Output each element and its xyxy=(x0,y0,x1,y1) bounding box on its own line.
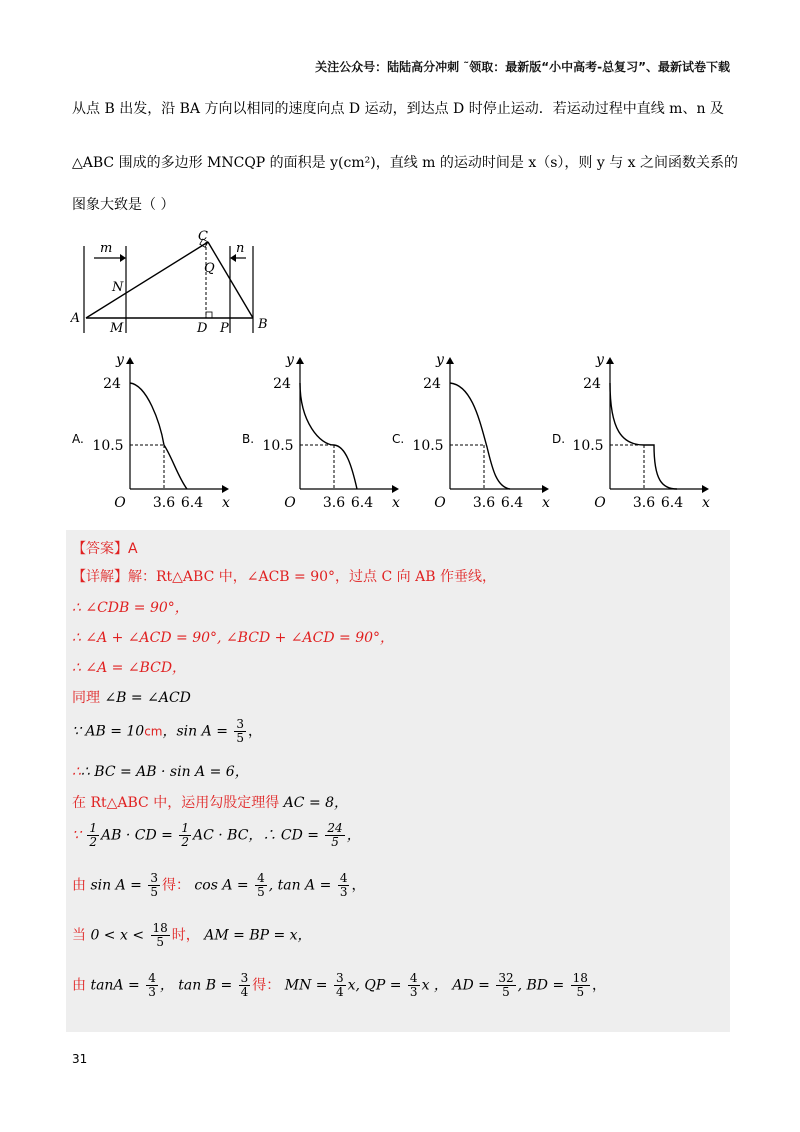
label-P: P xyxy=(220,321,229,336)
label-B: B xyxy=(258,317,268,332)
label-m: m xyxy=(100,241,113,256)
question-line-2: △ABC 围成的多边形 MNCQP 的面积是 y(cm²)，直线 m 的运动时间是 x（s），则 y 与 x 之间函数关系的 xyxy=(72,155,739,171)
origin-label: O xyxy=(284,495,296,511)
tick-label-3-6: 3.6 xyxy=(322,495,346,511)
y-axis-label: y xyxy=(596,352,604,368)
tick-label-3-6: 3.6 xyxy=(152,495,176,511)
detail-s8a: 在 Rt△ABC 中，运用勾股定理得 xyxy=(72,795,280,811)
tick-label-6-4: 6.4 xyxy=(350,495,374,511)
option-label[interactable]: C. xyxy=(392,432,405,446)
detail-line-4: ∴ ∠A = ∠BCD， xyxy=(72,660,187,676)
detail-s6b: cm xyxy=(144,724,163,739)
x-axis-label: x xyxy=(542,495,550,511)
function-curve xyxy=(130,383,187,489)
tick-label-24: 24 xyxy=(273,376,291,392)
tick-label-24: 24 xyxy=(103,376,121,392)
y-axis-label: y xyxy=(286,352,294,368)
detail-s8b: AC = 8， xyxy=(279,795,349,811)
y-axis-arrow xyxy=(606,357,614,364)
x-axis-arrow xyxy=(702,485,709,493)
answer-value: A xyxy=(128,541,138,557)
question-line-3: 图象大致是（ ） xyxy=(72,197,175,213)
detail-s1b: 过点 C 向 AB 作垂线， xyxy=(349,569,496,585)
detail-line-2: ∴ ∠CDB = 90°， xyxy=(72,600,189,616)
tick-label-24: 24 xyxy=(583,376,601,392)
page-number: 31 xyxy=(72,1052,88,1066)
detail-s6e: ， xyxy=(248,723,263,740)
option-graph-a xyxy=(72,352,232,522)
detail-line-8 xyxy=(72,792,348,812)
answer-tag: 【答案】 xyxy=(72,541,128,557)
label-n: n xyxy=(236,241,245,256)
x-axis-label: x xyxy=(392,495,400,511)
detail-s5a: 同理 xyxy=(72,690,100,706)
detail-line-12: 由 tanA = $\frac{4}{3}$ ， tan B = $\frac{3}{4}$ 得： MN = $\frac{3}{4}$ x, QP = $\frac{4}{3}$ x ， AD = $\frac{32}{5}$ , BD = $\frac{18}{5}$ ， xyxy=(72,971,606,999)
detail-line-5 xyxy=(72,687,191,707)
detail-line-7: ∴∴ BC = AB · sin A = 6， xyxy=(72,764,249,780)
detail-line-9: ∵ $\frac{1}{2}$ AB · CD = $\frac{1}{2}$ AC · BC，∴ CD = $\frac{24}{5}$ ， xyxy=(72,821,361,849)
tick-label-10-5: 10.5 xyxy=(262,438,294,454)
label-D: D xyxy=(197,321,208,336)
frac-s6: $\frac{3}{5}$ xyxy=(236,717,245,745)
tick-label-3-6: 3.6 xyxy=(472,495,496,511)
label-Q: Q xyxy=(204,261,215,276)
option-label[interactable]: A. xyxy=(72,432,84,446)
label-A: A xyxy=(70,311,80,326)
y-axis-arrow xyxy=(446,357,454,364)
tick-label-10-5: 10.5 xyxy=(92,438,124,454)
tick-label-6-4: 6.4 xyxy=(180,495,204,511)
function-curve xyxy=(300,383,357,489)
tick-label-10-5: 10.5 xyxy=(412,438,444,454)
detail-s6a: ∵ AB = 10 xyxy=(72,723,145,740)
y-axis-arrow xyxy=(126,357,134,364)
detail-s5b: ∠B = ∠ACD xyxy=(100,690,191,706)
tick-label-10-5: 10.5 xyxy=(572,438,604,454)
option-graph-b xyxy=(242,352,405,522)
option-label[interactable]: D. xyxy=(552,432,566,446)
detail-tag: 【详解】 xyxy=(72,569,128,585)
detail-s1a: 解：Rt△ABC 中，∠ACB = 90°， xyxy=(128,569,350,585)
label-N: N xyxy=(112,280,124,295)
page-header: 关注公众号：陆陆高分冲刺 ˜领取：最新版“小中高考-总复习”、最新试卷下载 xyxy=(315,60,730,74)
detail-line-1 xyxy=(72,566,496,586)
question-line-1: 从点 B 出发，沿 BA 方向以相同的速度向点 D 运动，到达点 D 时停止运动．若运动过程中直线 m、n 及 xyxy=(72,101,724,117)
tick-label-3-6: 3.6 xyxy=(632,495,656,511)
triangle-figure xyxy=(70,228,290,338)
x-axis-label: x xyxy=(222,495,230,511)
option-graph-c xyxy=(392,352,552,522)
answer-line xyxy=(72,538,138,558)
tick-label-6-4: 6.4 xyxy=(660,495,684,511)
detail-line-3: ∴ ∠A + ∠ACD = 90°, ∠BCD + ∠ACD = 90°， xyxy=(72,630,395,646)
origin-label: O xyxy=(434,495,446,511)
detail-line-10: 由 sin A = $\frac{3}{5}$ 得： cos A = $\frac{4}{5}$ , tan A = $\frac{4}{3}$ ， xyxy=(72,871,366,899)
label-C: C xyxy=(198,229,208,244)
function-curve xyxy=(450,383,510,489)
y-axis-arrow xyxy=(296,357,304,364)
option-graph-d xyxy=(552,352,712,522)
x-axis-arrow xyxy=(222,485,229,493)
tick-label-24: 24 xyxy=(423,376,441,392)
origin-label: O xyxy=(594,495,606,511)
y-axis-label: y xyxy=(436,352,444,368)
option-label[interactable]: B. xyxy=(242,432,255,446)
y-axis-label: y xyxy=(116,352,124,368)
detail-line-6 xyxy=(72,718,262,745)
tick-label-6-4: 6.4 xyxy=(500,495,524,511)
detail-line-11: 当 0 < x < $\frac{18}{5}$ 时， AM = BP = x， xyxy=(72,921,312,949)
origin-label: O xyxy=(114,495,126,511)
function-curve xyxy=(610,383,677,489)
detail-s6c: ，sin A = xyxy=(162,723,233,740)
x-axis-label: x xyxy=(702,495,710,511)
label-M: M xyxy=(110,321,124,336)
x-axis-arrow xyxy=(542,485,549,493)
